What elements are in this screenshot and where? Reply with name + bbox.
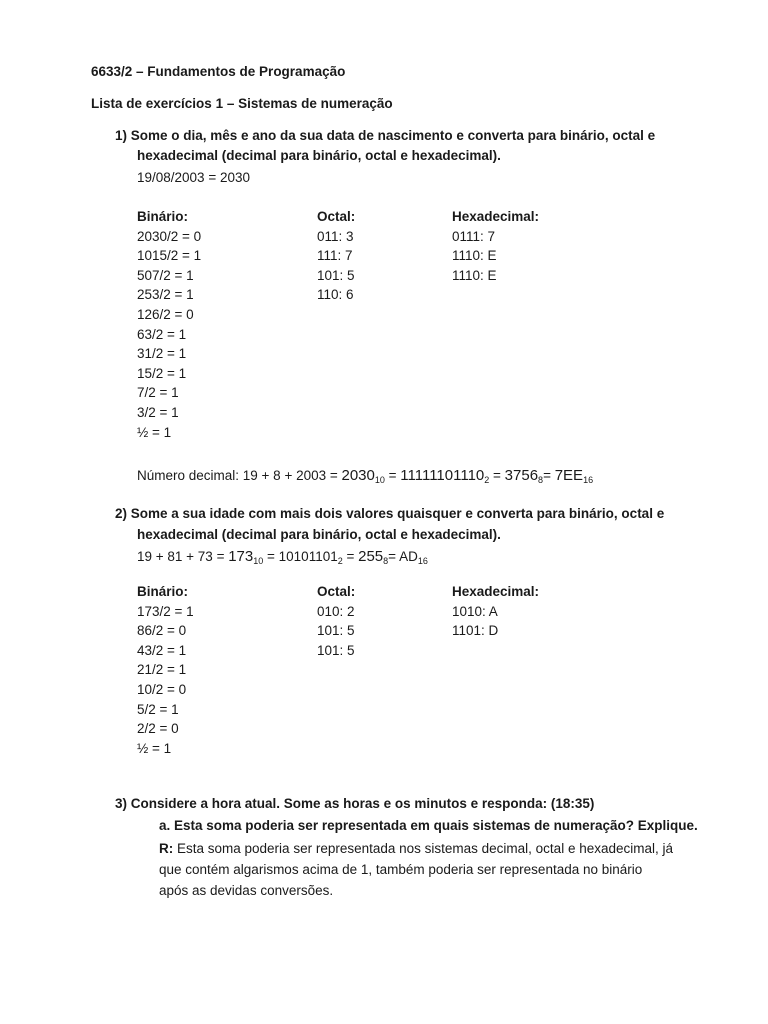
q1-bin-value: 11111101110 — [400, 467, 485, 484]
q1-binary-step: 31/2 = 1 — [137, 346, 187, 362]
q1-hex-column — [452, 207, 539, 285]
q2-octal-column — [317, 582, 355, 660]
q1-binary-step: 15/2 = 1 — [137, 365, 187, 381]
q2-bin-value: 10101101 — [278, 549, 338, 564]
q1-binary-step: 2030/2 = 0 — [137, 228, 202, 244]
q1-hex-group: 1110: E — [452, 248, 497, 264]
q1-eq: = — [489, 468, 505, 483]
list-title: Lista de exercícios 1 – Sistemas de numeração — [91, 96, 393, 111]
q2-binary-step: 86/2 = 0 — [137, 623, 187, 639]
q2-hex-base: 16 — [417, 556, 428, 566]
q2-binary-step: 43/2 = 1 — [137, 642, 187, 658]
q1-octal-group: 011: 3 — [317, 228, 354, 244]
q1-prompt-line1: 1) Some o dia, mês e ano da sua data de nascimento e converta para binário, octal e — [115, 128, 656, 143]
q1-hex-header: Hexadecimal: — [452, 209, 540, 224]
q2-octal-group: 101: 5 — [317, 642, 355, 658]
q1-octal-group: 110: 6 — [317, 287, 354, 303]
q3-prompt: 3) Considere a hora atual. Some as horas e os minutos e responda: (18:35) — [115, 796, 595, 811]
q2-eq: = — [388, 549, 400, 564]
q1-octal-column — [317, 207, 355, 305]
q1-hex-value: 7EE — [554, 467, 584, 484]
q2-binary-header: Binário: — [137, 584, 189, 599]
q2-binary-step: 173/2 = 1 — [137, 603, 194, 619]
course-title: 6633/2 – Fundamentos de Programação — [91, 64, 346, 79]
q2-octal-header: Octal: — [317, 584, 356, 599]
q1-decimal-conversion — [137, 467, 593, 485]
q3-subquestion-a: a. Esta soma poderia ser representada em quais sistemas de numeração? Explique. — [159, 818, 698, 833]
q1-binary-step: ½ = 1 — [137, 424, 172, 440]
q1-hex-group: 1110: E — [452, 267, 497, 283]
q3-answer-line3: após as devidas conversões. — [159, 883, 334, 898]
q1-prompt-line2: hexadecimal (decimal para binário, octal e hexadecimal). — [137, 148, 501, 163]
q1-binary-step: 1015/2 = 1 — [137, 248, 202, 264]
q2-binary-step: 10/2 = 0 — [137, 681, 187, 697]
q2-eq: = — [263, 549, 279, 564]
q1-octal-group: 101: 5 — [317, 267, 355, 283]
q2-prompt-line2: hexadecimal (decimal para binário, octal e hexadecimal). — [137, 527, 501, 542]
q1-octal-header: Octal: — [317, 209, 356, 224]
q1-binary-step: 7/2 = 1 — [137, 385, 179, 401]
q2-binary-column — [137, 582, 194, 758]
q2-binary-step: 5/2 = 1 — [137, 701, 179, 717]
q1-octal-group: 111: 7 — [317, 248, 353, 264]
q1-binary-step: 3/2 = 1 — [137, 404, 179, 420]
q2-dec-value: 173 — [228, 548, 254, 565]
q2-octal-group: 010: 2 — [317, 603, 355, 619]
q1-decimal-prefix: Número decimal: 19 + 8 + 2003 = — [137, 468, 342, 483]
q1-binary-column — [137, 207, 201, 442]
q2-hex-group: 1010: A — [452, 603, 498, 619]
q1-dec-value: 2030 — [341, 467, 375, 484]
q1-binary-step: 126/2 = 0 — [137, 306, 194, 322]
q1-oct-value: 3756 — [504, 467, 539, 484]
q3-answer-line2: que contém algarismos acima de 1, também poderia ser representada no binário — [159, 862, 643, 877]
q1-binary-step: 63/2 = 1 — [137, 326, 187, 342]
q2-binary-step: 2/2 = 0 — [137, 721, 179, 737]
q2-bin-base: 2 — [337, 556, 343, 566]
q2-oct-value: 255 — [358, 548, 384, 565]
answer-label: R: — [159, 841, 174, 856]
q2-octal-group: 101: 5 — [317, 623, 355, 639]
q2-hex-group: 1101: D — [452, 623, 499, 639]
q2-hex-column — [452, 582, 539, 641]
q1-bin-base: 2 — [484, 475, 490, 485]
q2-prompt-line1: 2) Some a sua idade com mais dois valores quaisquer e converta para binário, octal e — [115, 506, 665, 521]
q2-eq: = — [342, 549, 359, 564]
q2-oct-base: 8 — [383, 556, 389, 566]
q1-eq: = — [543, 468, 555, 483]
q1-binary-header: Binário: — [137, 209, 189, 224]
q1-binary-step: 253/2 = 1 — [137, 287, 194, 303]
q3-answer-line1 — [159, 840, 673, 858]
q2-hex-value: AD — [399, 549, 418, 564]
q2-sum-prefix: 19 + 81 + 73 = — [137, 549, 229, 564]
q1-given: 19/08/2003 = 2030 — [137, 170, 250, 185]
q1-eq: = — [384, 468, 401, 483]
q1-hex-base: 16 — [583, 475, 594, 485]
q2-dec-base: 10 — [253, 556, 264, 566]
q1-dec-base: 10 — [374, 475, 385, 485]
q2-sum-conversion — [137, 548, 428, 566]
answer-text: Esta soma poderia ser representada nos sistemas decimal, octal e hexadecimal, já — [173, 841, 674, 856]
q1-hex-group: 0111: 7 — [452, 228, 496, 244]
q2-hex-header: Hexadecimal: — [452, 584, 540, 599]
q2-binary-step: 21/2 = 1 — [137, 662, 187, 678]
q1-oct-base: 8 — [538, 475, 544, 485]
q1-binary-step: 507/2 = 1 — [137, 267, 194, 283]
q2-binary-step: ½ = 1 — [137, 740, 172, 756]
